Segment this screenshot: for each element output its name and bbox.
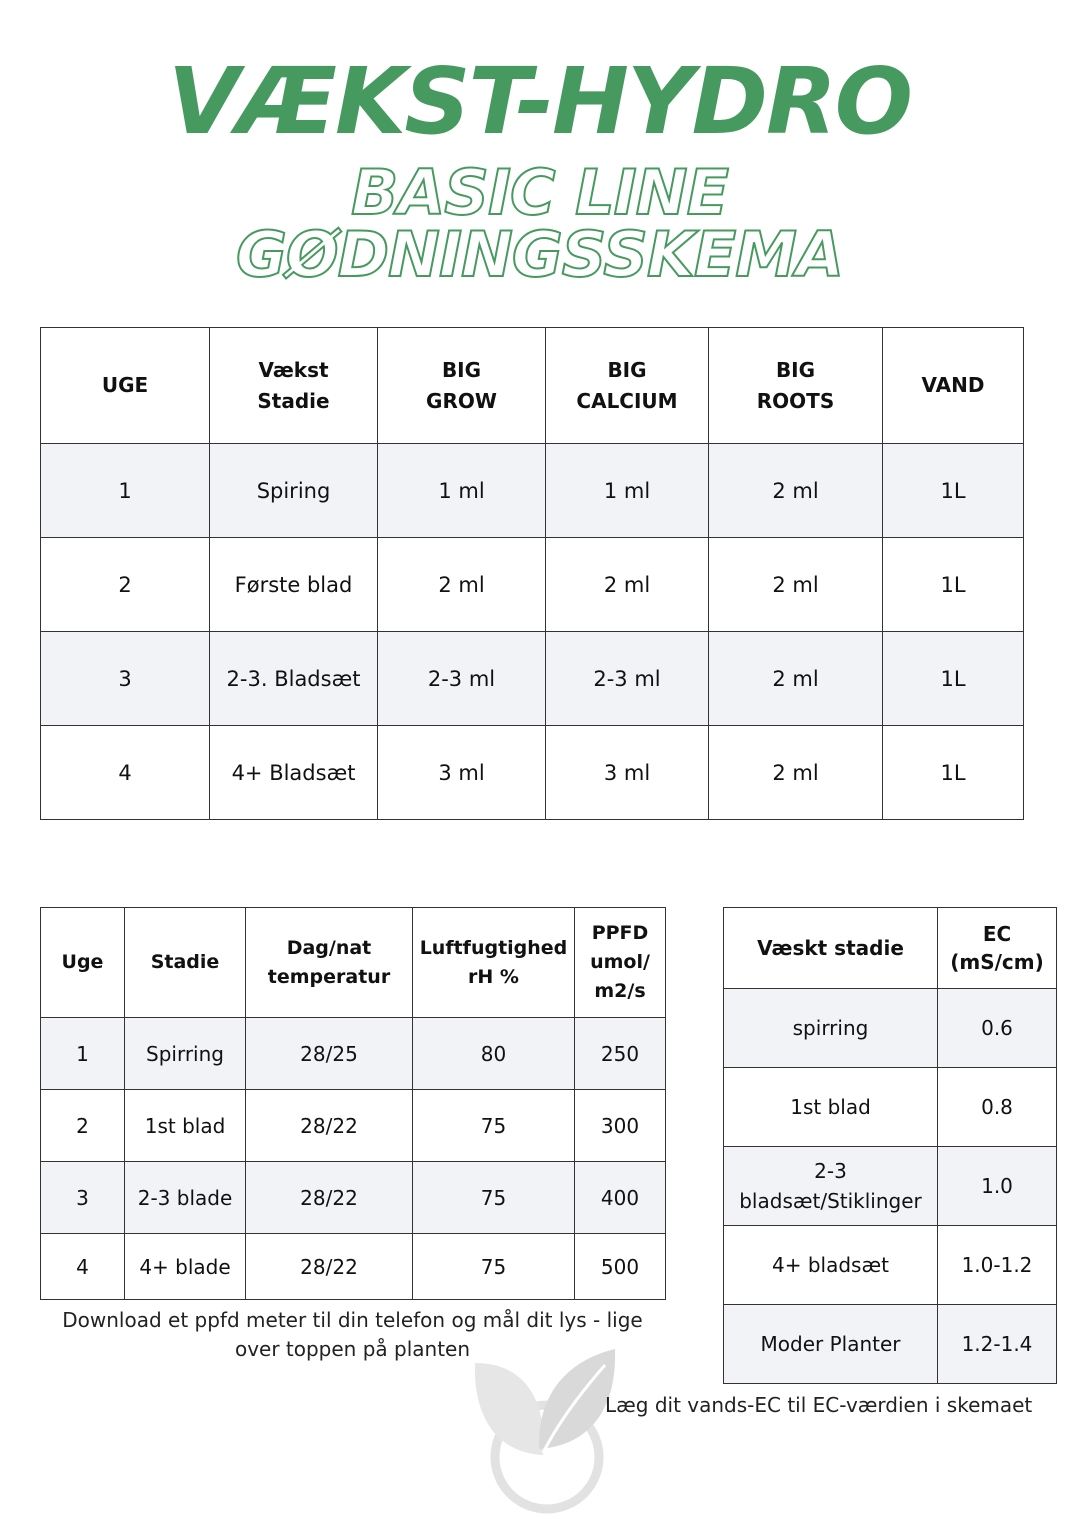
cell-water: 1L	[883, 444, 1024, 538]
cell-temperature: 28/25	[246, 1018, 413, 1090]
header-big-calcium: BIG CALCIUM	[546, 328, 709, 444]
cell-big-calcium: 1 ml	[546, 444, 709, 538]
cell-big-calcium: 2-3 ml	[546, 632, 709, 726]
ec-table	[723, 907, 1057, 1384]
cell-stage: Moder Planter	[724, 1305, 938, 1384]
cell-humidity: 80	[413, 1018, 575, 1090]
cell-week: 2	[41, 538, 210, 632]
header-temperature: Dag/nat temperatur	[246, 908, 413, 1018]
subtitle-basic-line: BASIC LINE	[351, 156, 728, 229]
cell-stage: Spirring	[125, 1018, 246, 1090]
cell-week: 1	[41, 1018, 125, 1090]
table-row	[41, 1234, 666, 1300]
cell-stage: 2-3 blade	[125, 1162, 246, 1234]
header-stage: Stadie	[125, 908, 246, 1018]
cell-ppfd: 500	[575, 1234, 666, 1300]
cell-big-roots: 2 ml	[709, 538, 883, 632]
table-row	[41, 1162, 666, 1234]
subtitle-schedule: GØDNINGSSKEMA	[236, 218, 843, 291]
cell-week: 2	[41, 1090, 125, 1162]
climate-table	[40, 907, 666, 1300]
ec-table-header	[724, 908, 1057, 989]
cell-humidity: 75	[413, 1234, 575, 1300]
table-row	[41, 1018, 666, 1090]
cell-stage: spirring	[724, 989, 938, 1068]
cell-humidity: 75	[413, 1090, 575, 1162]
table-row	[41, 444, 1024, 538]
cell-week: 1	[41, 444, 210, 538]
cell-stage: 4+ Bladsæt	[210, 726, 378, 820]
header-ppfd: PPFD umol/ m2/s	[575, 908, 666, 1018]
cell-ppfd: 250	[575, 1018, 666, 1090]
cell-big-roots: 2 ml	[709, 632, 883, 726]
cell-big-grow: 2 ml	[378, 538, 546, 632]
table-row	[724, 1226, 1057, 1305]
header-stage: Væskt stadie	[724, 908, 938, 989]
leaf-logo-icon	[465, 1345, 625, 1515]
header-ec: EC (mS/cm)	[938, 908, 1057, 989]
table-row	[724, 1068, 1057, 1147]
cell-big-calcium: 2 ml	[546, 538, 709, 632]
header-week: UGE	[41, 328, 210, 444]
feeding-table	[40, 327, 1024, 820]
cell-week: 3	[41, 1162, 125, 1234]
header-stage: Vækst Stadie	[210, 328, 378, 444]
ppfd-note: Download et ppfd meter til din telefon og mål dit lys - lige over toppen på planten	[62, 1308, 643, 1361]
table-row	[41, 726, 1024, 820]
climate-table-header	[41, 908, 666, 1018]
table-row	[724, 1147, 1057, 1226]
cell-stage: 1st blad	[125, 1090, 246, 1162]
cell-water: 1L	[883, 538, 1024, 632]
cell-water: 1L	[883, 726, 1024, 820]
cell-temperature: 28/22	[246, 1090, 413, 1162]
table-row	[41, 632, 1024, 726]
header-week: Uge	[41, 908, 125, 1018]
table-row	[41, 1090, 666, 1162]
cell-big-grow: 1 ml	[378, 444, 546, 538]
cell-stage: 4+ bladsæt	[724, 1226, 938, 1305]
cell-stage: 2-3 bladsæt/Stiklinger	[724, 1147, 938, 1226]
cell-big-grow: 2-3 ml	[378, 632, 546, 726]
table-row	[41, 538, 1024, 632]
cell-ppfd: 300	[575, 1090, 666, 1162]
cell-week: 4	[41, 726, 210, 820]
cell-big-roots: 2 ml	[709, 444, 883, 538]
ec-note: Læg dit vands-EC til EC-værdien i skemaet	[605, 1393, 1033, 1417]
cell-week: 3	[41, 632, 210, 726]
cell-stage: 1st blad	[724, 1068, 938, 1147]
header-humidity: Luftfugtighed rH %	[413, 908, 575, 1018]
cell-ec: 1.0-1.2	[938, 1226, 1057, 1305]
cell-humidity: 75	[413, 1162, 575, 1234]
cell-big-calcium: 3 ml	[546, 726, 709, 820]
cell-week: 4	[41, 1234, 125, 1300]
cell-big-roots: 2 ml	[709, 726, 883, 820]
table-row	[724, 1305, 1057, 1384]
feeding-table-header	[41, 328, 1024, 444]
cell-big-grow: 3 ml	[378, 726, 546, 820]
cell-water: 1L	[883, 632, 1024, 726]
cell-stage: 4+ blade	[125, 1234, 246, 1300]
cell-ppfd: 400	[575, 1162, 666, 1234]
cell-ec: 0.6	[938, 989, 1057, 1068]
table-row	[724, 989, 1057, 1068]
cell-stage: Første blad	[210, 538, 378, 632]
cell-ec: 1.0	[938, 1147, 1057, 1226]
header-big-grow: BIG GROW	[378, 328, 546, 444]
header-big-roots: BIG ROOTS	[709, 328, 883, 444]
cell-ec: 1.2-1.4	[938, 1305, 1057, 1384]
cell-stage: 2-3. Bladsæt	[210, 632, 378, 726]
header-water: VAND	[883, 328, 1024, 444]
cell-stage: Spiring	[210, 444, 378, 538]
cell-temperature: 28/22	[246, 1234, 413, 1300]
cell-temperature: 28/22	[246, 1162, 413, 1234]
cell-ec: 0.8	[938, 1068, 1057, 1147]
brand-title: VÆKST-HYDRO	[167, 48, 912, 155]
